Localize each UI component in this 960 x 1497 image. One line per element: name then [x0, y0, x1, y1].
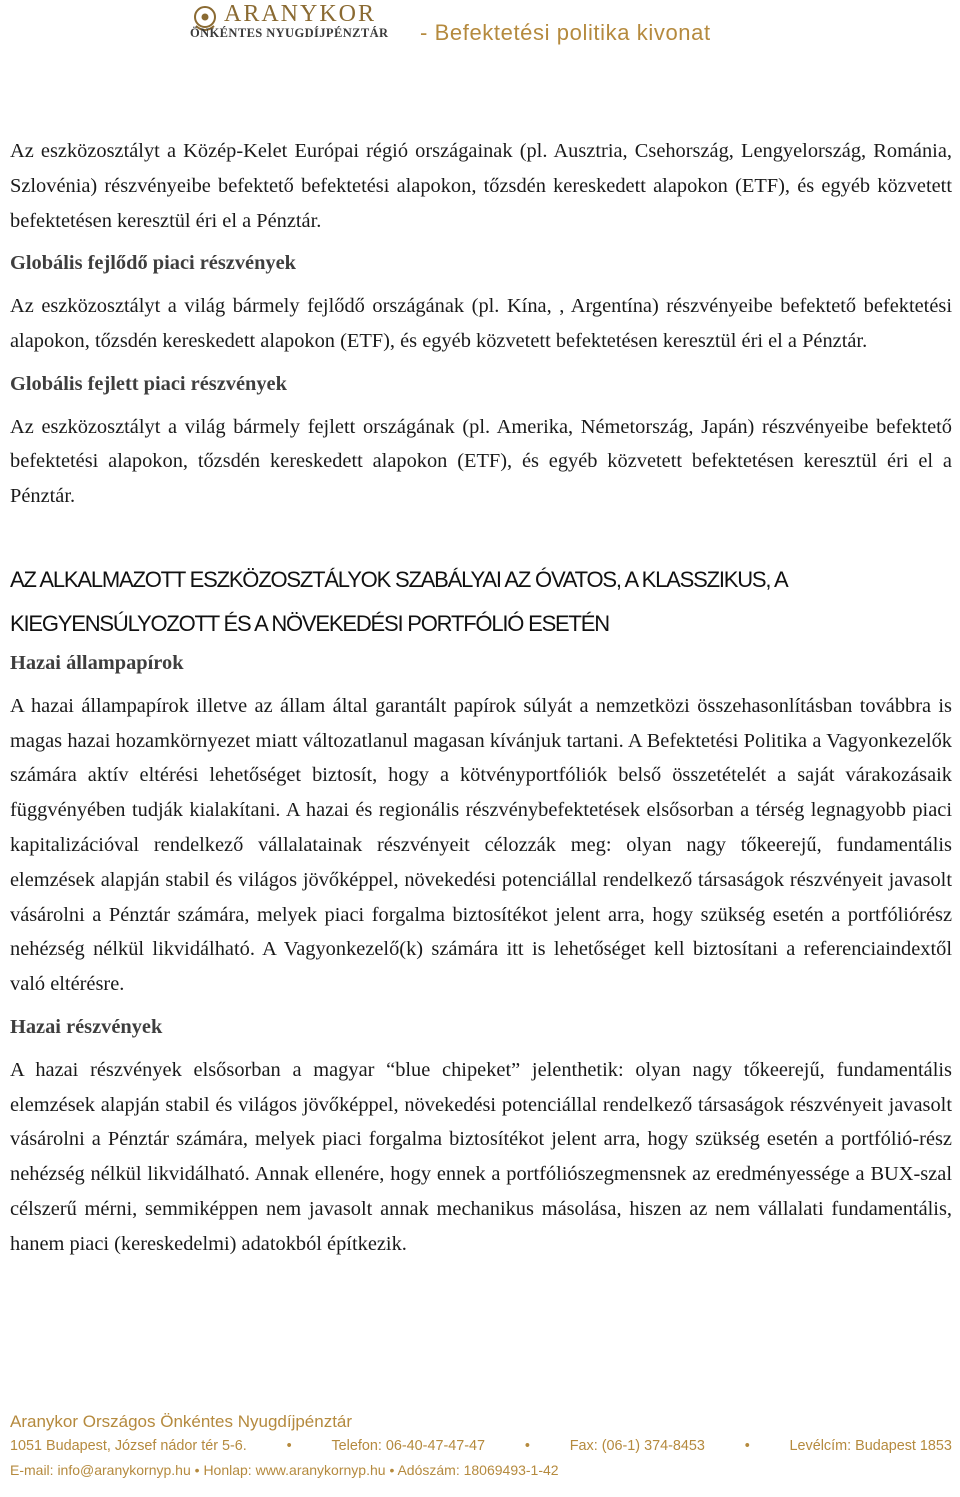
section-title-line-2: KIEGYENSÚLYOZOTT ÉS A NÖVEKEDÉSI PORTFÓLIÓ ESETÉN — [10, 610, 609, 636]
paragraph-domestic-government-bonds: A hazai állampapírok illetve az állam által garantált papírok súlyát a nemzetközi összehasonlításban továbbra is magas hazai hozamkörnyezet miatt változatlanul magasan kívánjuk tartani. A Befektetési Politika a Vagyonkezelők számára aktív eltérési lehetőséget biztosít, hogy a kötvényportfóliók belső összetételét a saját várakozásaik függvényében tudják kialakítani. A hazai és regionális részvénybefektetések elsősorban a térség legnagyobb piaci kapitalizációval rendelkező vállalatainak részvényeit célozzák meg: olyan nagy tőkeerejű, fundamentális elemzések alapján stabil és világos jövőképpel, növekedési potenciállal rendelkező társaságok részvényeit javasolt vásárolni a Pénztár számára, melyek piaci forgalma biztosítékot jelent arra, hogy szükség esetén a portfóliórész nehézség nélkül likvidálható. A Vagyonkezelő(k) számára itt is lehetőséget kell biztosítani a referenciaindextől való eltérésre. — [10, 694, 952, 996]
page-header — [0, 0, 960, 62]
document-body — [10, 134, 952, 1262]
footer-separator: • — [389, 1462, 395, 1478]
footer-separator: • — [194, 1462, 200, 1478]
paragraph-cee-equities: Az eszközosztályt a Közép-Kelet Európai régió országainak (pl. Ausztria, Csehország, Lengyelország, Románia, Szlovénia) részvényeibe befektető befektetési alapokon, tőzsdén kereskedett alapokon (ETF), és egyéb közvetett befektetésen keresztül éri el a Pénztár. — [10, 140, 952, 232]
footer-contact-line — [10, 1434, 952, 1458]
paragraph-global-emerging-equities: Az eszközosztályt a világ bármely fejlődő országának (pl. Kína, , Argentína) részvényeibe befektető befektetési alapokon, tőzsdén kereskedett alapokon (ETF), és egyéb közvetett befektetésen keresztül éri el a Pénztár. — [10, 295, 952, 352]
footer-phone: Telefon: 06-40-47-47-47 — [331, 1438, 486, 1454]
footer-address: 1051 Budapest, József nádor tér 5-6. — [10, 1438, 247, 1454]
heading-global-emerging-equities: Globális fejlődő piaci részvények — [10, 252, 297, 275]
footer-website[interactable]: Honlap: www.aranykornyp.hu — [203, 1462, 386, 1478]
paragraph-global-developed-equities: Az eszközosztályt a világ bármely fejlett országának (pl. Amerika, Németország, Japán) részvényeibe befektető befektetési alapokon, tőzsdén kereskedett alapokon (ETF), és egyéb közvetett befektetésen keresztül éri el a Pénztár. — [10, 415, 952, 508]
logo-subtitle: ÖNKÉNTES NYUGDÍJPÉNZTÁR — [190, 26, 389, 40]
footer-email[interactable]: E-mail: info@aranykornyp.hu — [10, 1462, 191, 1478]
section-title-line-1: AZ ALKALMAZOTT ESZKÖZOSZTÁLYOK SZABÁLYAI AZ ÓVATOS, A KLASSZIKUS, A — [10, 566, 788, 592]
aranykor-logo — [190, 2, 410, 46]
heading-domestic-government-bonds: Hazai állampapírok — [10, 651, 184, 674]
footer-separator: • — [286, 1438, 292, 1454]
footer-organization: Aranykor Országos Önkéntes Nyugdíjpénztár — [10, 1412, 353, 1431]
page-footer — [10, 1410, 952, 1482]
footer-postbox: Levélcím: Budapest 1853 — [789, 1438, 952, 1454]
footer-tax-number: Adószám: 18069493-1-42 — [397, 1462, 559, 1478]
paragraph-domestic-equities: A hazai részvények elsősorban a magyar “blue chipeket” jelenthetik: olyan nagy tőkeerejű, fundamentális elemzések alapján stabil és világos jövőképpel, növekedési potenciállal rendelkező társaságok részvényeit javasolt vásárolni a Pénztár számára, melyek piaci forgalma biztosítékot jelent arra, hogy szükség esetén a portfólió-rész nehézség nélkül likvidálható. Annak ellenére, hogy ennek a portfóliószegmensnek az eredményessége a BUX-szal célszerű mérni, semmiképpen nem javasolt annak mechanikus másolása, hiszen az nem vállalati fundamentális, hanem piaci (kereskedelmi) adatokból építkezik. — [10, 1058, 952, 1255]
footer-separator: • — [524, 1438, 530, 1454]
footer-separator: • — [744, 1438, 750, 1454]
heading-domestic-equities: Hazai részvények — [10, 1015, 163, 1038]
footer-fax: Fax: (06-1) 374-8453 — [569, 1438, 705, 1454]
logo-name: ARANYKOR — [224, 1, 377, 27]
footer-web-line — [10, 1458, 952, 1482]
document-title: - Befektetési politika kivonat — [420, 20, 711, 45]
heading-global-developed-equities: Globális fejlett piaci részvények — [10, 372, 287, 395]
